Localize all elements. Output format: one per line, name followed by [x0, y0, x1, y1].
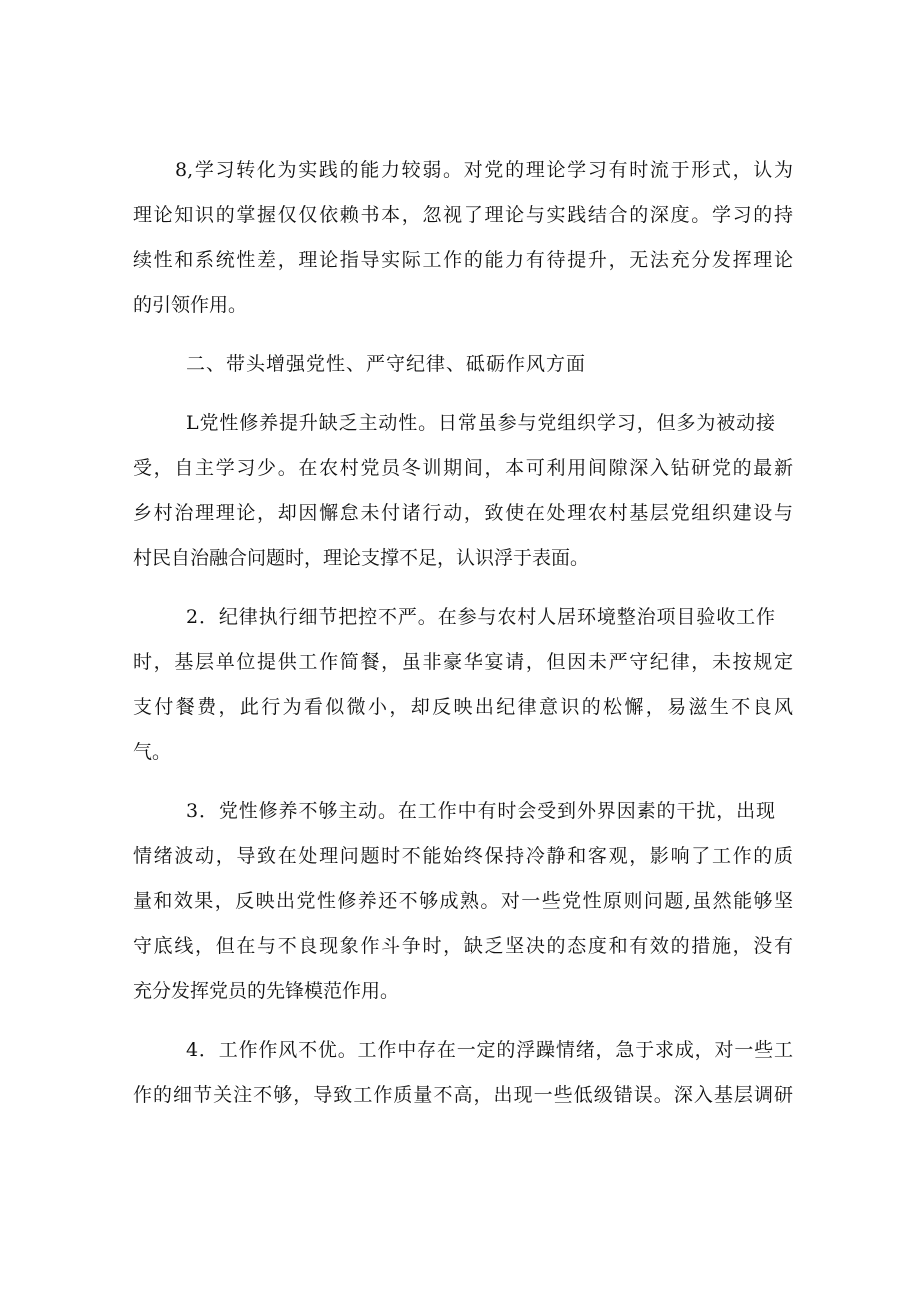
paragraph-line: 时，基层单位提供工作简餐，虽非豪华宴请，但因未严守纪律，未按规定	[133, 651, 793, 673]
paragraph-line: 支付餐费，此行为看似微小，却反映出纪律意识的松懈，易滋生不良风	[133, 696, 793, 718]
paragraph-line: 量和效果，反映出党性修养还不够成熟。对一些党性原则问题,虽然能够坚	[133, 890, 793, 912]
paragraph-line: 8,学习转化为实践的能力较弱。对党的理论学习有时流于形式，认为	[175, 159, 793, 181]
paragraph-line: 充分发挥党员的先锋模范作用。	[133, 980, 400, 1002]
paragraph-line: 理论知识的掌握仅仅依赖书本，忽视了理论与实践结合的深度。学习的持	[133, 204, 793, 226]
paragraph-item-1	[133, 401, 793, 581]
paragraph-line: L党性修养提升缺乏主动性。日常虽参与党组织学习，但多为被动接	[186, 412, 775, 434]
paragraph-line: 村民自治融合问题时，理论支撑不足，认识浮于表面。	[133, 547, 590, 569]
paragraph-line: 续性和系统性差，理论指导实际工作的能力有待提升，无法充分发挥理论	[133, 249, 793, 271]
document-body	[133, 148, 793, 1132]
paragraph-line: 守底线，但在与不良现象作斗争时，缺乏坚决的态度和有效的措施，没有	[133, 935, 793, 957]
paragraph-line: 3．党性修养不够主动。在工作中有时会受到外界因素的干扰，出现	[186, 800, 775, 822]
paragraph-line: 乡村治理理论，却因懈怠未付诸行动，致使在处理农村基层党组织建设与	[133, 502, 793, 524]
section-heading: 二、带头增强党性、严守纪律、砥砺作风方面	[186, 353, 587, 375]
paragraph-line: 4．工作作风不优。工作中存在一定的浮躁情绪，急于求成，对一些工	[186, 1039, 793, 1061]
paragraph-item-3	[133, 789, 793, 1014]
paragraph-item-2	[133, 595, 793, 775]
paragraph-item-8	[133, 148, 793, 328]
paragraph-line: 的引领作用。	[133, 294, 248, 316]
paragraph-item-4	[133, 1028, 793, 1118]
paragraph-line: 2．纪律执行细节把控不严。在参与农村人居环境整治项目验收工作	[186, 606, 775, 628]
paragraph-line: 气。	[133, 741, 172, 763]
paragraph-line: 受，自主学习少。在农村党员冬训期间，本可利用间隙深入钻研党的最新	[133, 457, 793, 479]
paragraph-line: 情绪波动，导致在处理问题时不能始终保持冷静和客观，影响了工作的质	[133, 845, 793, 867]
paragraph-line: 作的细节关注不够，导致工作质量不高，出现一些低级错误。深入基层调研	[133, 1084, 793, 1106]
